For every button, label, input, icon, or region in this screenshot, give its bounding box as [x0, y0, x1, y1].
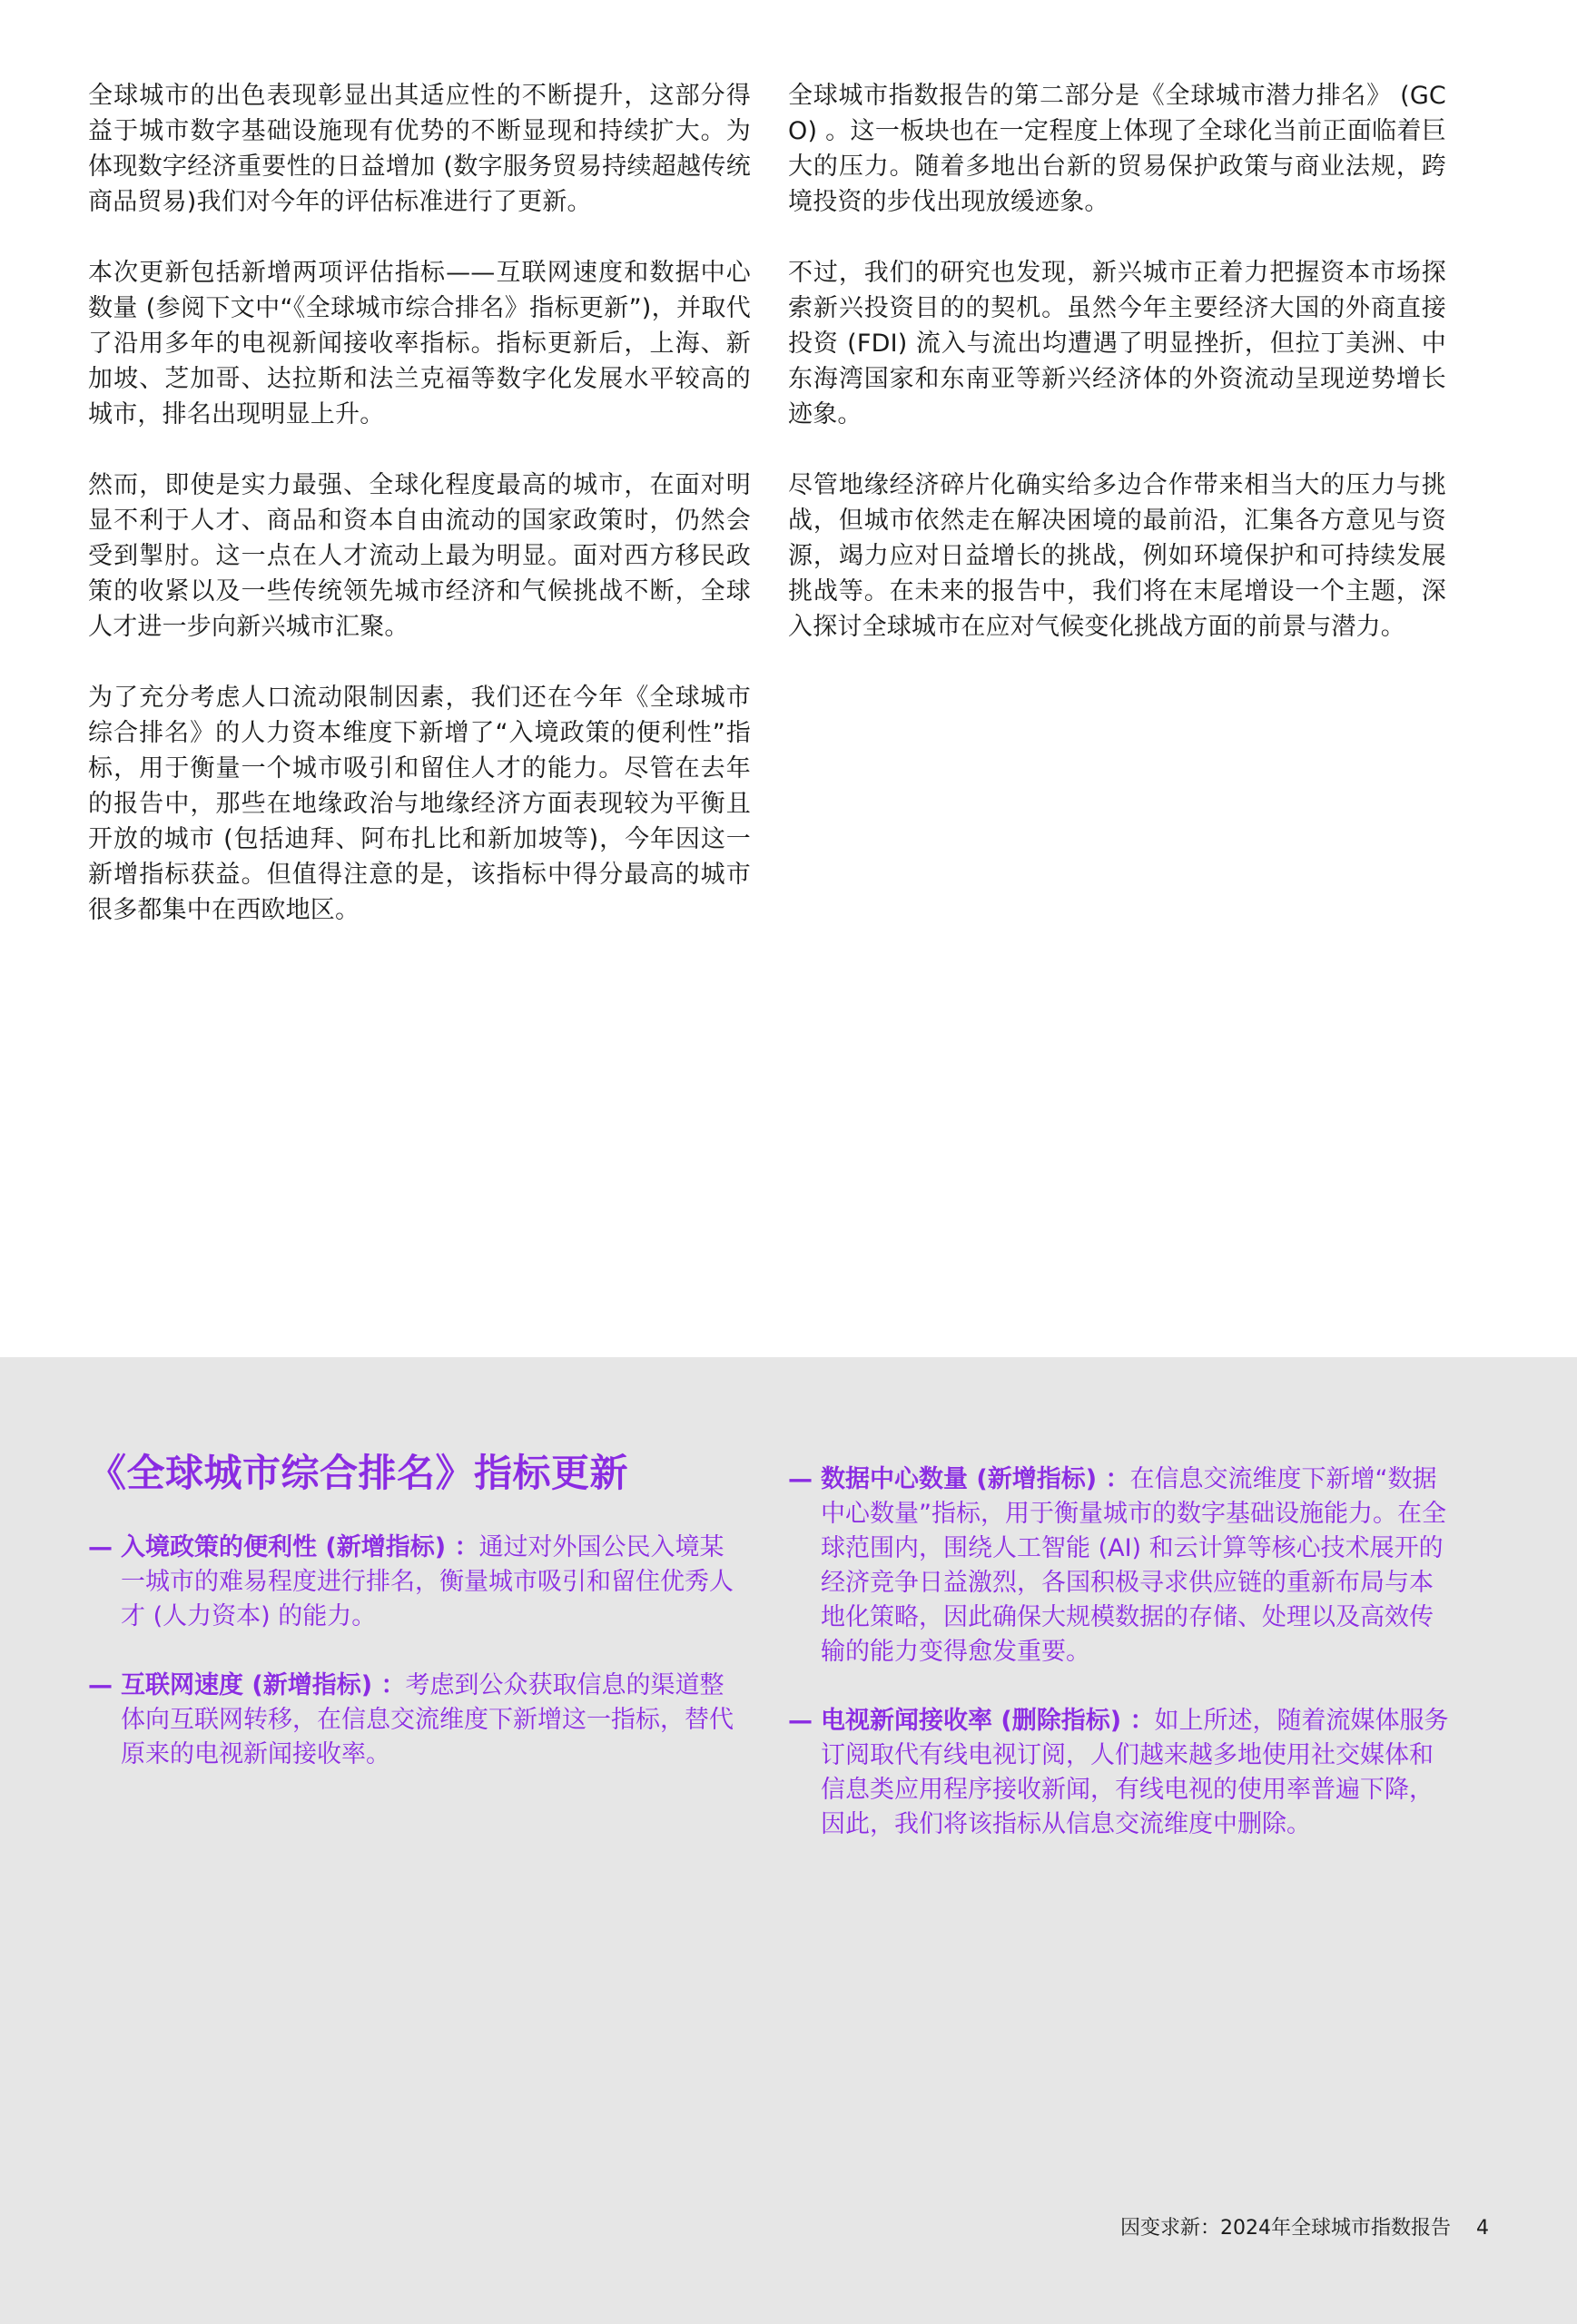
- page-footer: [1120, 2215, 1489, 2242]
- indicator-item: [788, 1704, 1455, 1842]
- indicator-update-panel: [0, 1357, 1577, 2324]
- paragraph: 为了充分考虑人口流动限制因素，我们还在今年《全球城市综合排名》的人力资本维度下新增了“入境政策的便利性”指标，用于衡量一个城市吸引和留住人才的能力。尽管在去年的报告中，那些在地缘政治与地缘经济方面表现较为平衡且开放的城市 (包括迪拜、阿布扎比和新加坡等)，今年因这一新增指标获益。但值得注意的是，该指标中得分最高的城市很多都集中在西欧地区。: [88, 684, 751, 924]
- paragraph: 全球城市指数报告的第二部分是《全球城市潜力排名》 (GCO) 。这一板块也在一定程度上体现了全球化当前正面临着巨大的压力。随着多地出台新的贸易保护政策与商业法规，跨境投资的步伐出现放缓迹象。: [788, 82, 1446, 216]
- left-text-column: [88, 78, 751, 963]
- paragraph: 尽管地缘经济碎片化确实给多边合作带来相当大的压力与挑战，但城市依然走在解决困境的最前沿，汇集各方意见与资源，竭力应对日益增长的挑战，例如环境保护和可持续发展挑战等。在未来的报告中，我们将在末尾增设一个主题，深入探讨全球城市在应对气候变化挑战方面的前景与潜力。: [788, 471, 1446, 641]
- indicator-item: [88, 1669, 742, 1772]
- indicator-description: 考虑到公众获取信息的渠道整体向互联网转移，在信息交流维度下新增这一指标，替代原来的电视新闻接收率。: [121, 1671, 734, 1768]
- dash-bullet-icon: —: [88, 1533, 113, 1561]
- indicator-label: 互联网速度 (新增指标) ：: [121, 1671, 406, 1699]
- dash-bullet-icon: —: [788, 1707, 813, 1735]
- paragraph: 全球城市的出色表现彰显出其适应性的不断提升，这部分得益于城市数字基础设施现有优势的不断显现和持续扩大。为体现数字经济重要性的日益增加 (数字服务贸易持续超越传统商品贸易)我们对今年的评估标准进行了更新。: [88, 82, 751, 216]
- indicator-description: 在信息交流维度下新增“数据中心数量”指标，用于衡量城市的数字基础设施能力。在全球范围内，围绕人工智能 (AI) 和云计算等核心技术展开的经济竞争日益激烈，各国积极寻求供应链的重新布局与本地化策略，因此确保大规模数据的存储、处理以及高效传输的能力变得愈发重要。: [821, 1465, 1446, 1666]
- indicator-label: 数据中心数量 (新增指标) ：: [821, 1465, 1130, 1493]
- paragraph: 不过，我们的研究也发现，新兴城市正着力把握资本市场探索新兴投资目的的契机。虽然今年主要经济大国的外商直接投资 (FDI) 流入与流出均遭遇了明显挫折，但拉丁美洲、中东海湾国家和东南亚等新兴经济体的外资流动呈现逆势增长迹象。: [788, 259, 1446, 428]
- indicator-description: 通过对外国公民入境某一城市的难易程度进行排名，衡量城市吸引和留住优秀人才 (人力资本) 的能力。: [121, 1533, 734, 1630]
- right-text-column: [788, 78, 1446, 680]
- page-number: 4: [1476, 2217, 1489, 2240]
- footer-report-title: 因变求新：2024年全球城市指数报告: [1120, 2217, 1451, 2240]
- dash-bullet-icon: —: [788, 1465, 813, 1493]
- indicator-item: [88, 1531, 742, 1634]
- indicator-label: 入境政策的便利性 (新增指标) ：: [121, 1533, 479, 1561]
- indicator-description: 如上所述，随着流媒体服务订阅取代有线电视订阅，人们越来越多地使用社交媒体和信息类应用程序接收新闻，有线电视的使用率普遍下降，因此，我们将该指标从信息交流维度中删除。: [821, 1707, 1449, 1838]
- panel-right-list: [788, 1462, 1455, 1876]
- paragraph: 然而，即使是实力最强、全球化程度最高的城市，在面对明显不利于人才、商品和资本自由流动的国家政策时，仍然会受到掣肘。这一点在人才流动上最为明显。面对西方移民政策的收紧以及一些传统领先城市经济和气候挑战不断，全球人才进一步向新兴城市汇聚。: [88, 471, 751, 641]
- panel-title: 《全球城市综合排名》指标更新: [88, 1451, 629, 1495]
- indicator-item: [788, 1462, 1455, 1669]
- indicator-label: 电视新闻接收率 (删除指标) ：: [821, 1707, 1155, 1735]
- dash-bullet-icon: —: [88, 1671, 113, 1699]
- paragraph: 本次更新包括新增两项评估指标——互联网速度和数据中心数量 (参阅下文中“《全球城市综合排名》指标更新”)，并取代了沿用多年的电视新闻接收率指标。指标更新后，上海、新加坡、芝加哥、达拉斯和法兰克福等数字化发展水平较高的城市，排名出现明显上升。: [88, 259, 751, 428]
- panel-left-list: [88, 1531, 742, 1807]
